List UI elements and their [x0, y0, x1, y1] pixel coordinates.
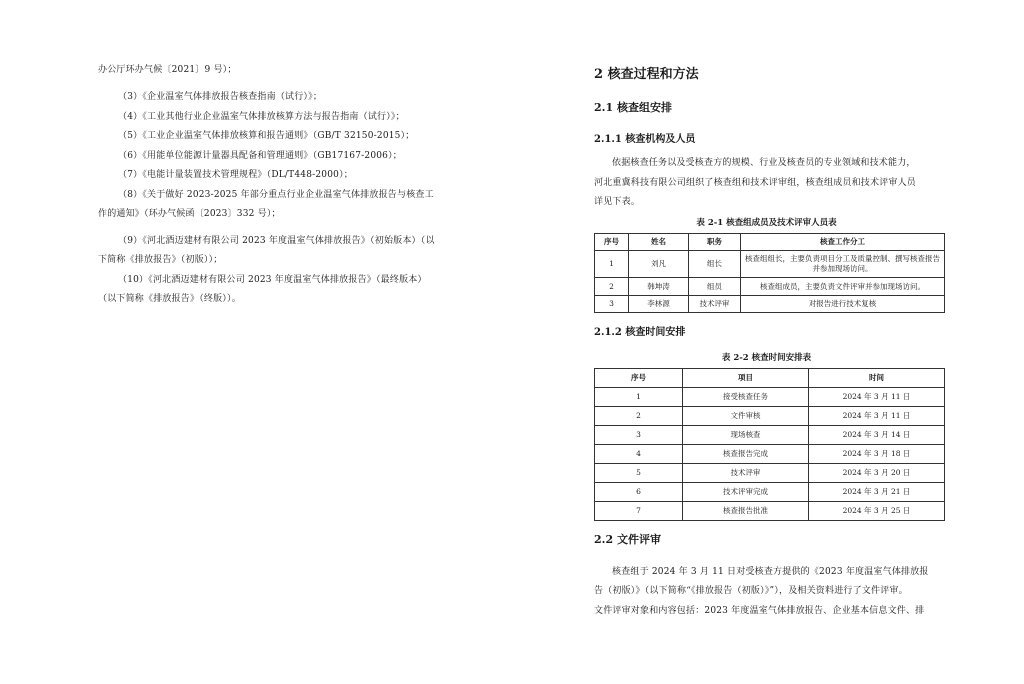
- paragraph-line: 告（初版）》（以下简称“《排放报告（初版）》”），及相关资料进行了文件评审。: [594, 586, 908, 596]
- table-cell: 1: [595, 388, 683, 407]
- table-row: [595, 445, 945, 464]
- table-row: [595, 407, 945, 426]
- reference-item-9: （9）《河北酒迈建材有限公司 2023 年度温室气体排放报告》（初始版本）（以: [118, 236, 435, 246]
- paragraph-line: 文件评审对象和内容包括：2023 年度温室气体排放报告、企业基本信息文件、排: [594, 606, 925, 616]
- header-cell: 序号: [595, 369, 683, 388]
- table-cell: 接受核查任务: [683, 388, 809, 407]
- table-row: [595, 483, 945, 502]
- table-cell: 3: [595, 426, 683, 445]
- table-cell: 李林源: [629, 296, 689, 313]
- table-cell: 2: [595, 407, 683, 426]
- table-caption: 表 2-1 核查组成员及技术评审人员表: [696, 218, 837, 228]
- staff-table: [594, 233, 945, 313]
- table-cell: 组员: [689, 278, 741, 296]
- table-cell: 技术评审完成: [683, 483, 809, 502]
- table-row: [595, 502, 945, 521]
- table-row: [595, 464, 945, 483]
- reference-line: 办公厅环办气候〔2021〕9 号）；: [98, 65, 237, 75]
- table-cell: 7: [595, 502, 683, 521]
- table-row: [595, 388, 945, 407]
- table-row: [595, 278, 945, 296]
- table-cell: 技术评审: [689, 296, 741, 313]
- table-cell: 3: [595, 296, 629, 313]
- reference-item-4: （4）《工业其他行业企业温室气体排放核算方法与报告指南（试行）》；: [118, 112, 405, 122]
- table-cell: 核查报告批准: [683, 502, 809, 521]
- table-cell: 2024 年 3 月 11 日: [809, 407, 945, 426]
- table-cell: 2024 年 3 月 18 日: [809, 445, 945, 464]
- table-cell: 4: [595, 445, 683, 464]
- table-cell: 技术评审: [683, 464, 809, 483]
- header-cell: 核查工作分工: [741, 234, 945, 251]
- reference-item-5: （5）《工业企业温室气体排放核算和报告通则》（GB/T 32150-2015）；: [118, 131, 415, 141]
- header-cell: 职务: [689, 234, 741, 251]
- schedule-table: [594, 368, 945, 521]
- header-cell: 时间: [809, 369, 945, 388]
- table-cell: 2024 年 3 月 14 日: [809, 426, 945, 445]
- table-cell: 组长: [689, 251, 741, 278]
- table-cell: 1: [595, 251, 629, 278]
- table-cell: 刘凡: [629, 251, 689, 278]
- reference-item-7: （7）《电能计量装置技术管理规程》（DL/T448-2000）；: [118, 170, 353, 180]
- reference-item-3: （3）《企业温室气体排放报告核查指南（试行）》；: [118, 92, 323, 102]
- table-cell: 现场核查: [683, 426, 809, 445]
- header-cell: 序号: [595, 234, 629, 251]
- reference-item-10-cont: （以下简称《排放报告》（终版））。: [98, 294, 241, 304]
- table-cell: 2024 年 3 月 11 日: [809, 388, 945, 407]
- table-cell: 核查组组长，主要负责项目分工及质量控制、撰写核查报告并参加现场访问。: [741, 251, 945, 278]
- table-header-row: [595, 234, 945, 251]
- paragraph-line: 依据核查任务以及受核查方的规模、行业及核查员的专业领域和技术能力，: [612, 158, 916, 168]
- table-cell: 文件审核: [683, 407, 809, 426]
- reference-item-8: （8）《关于做好 2023-2025 年部分重点行业企业温室气体排放报告与核查工: [118, 190, 434, 200]
- section-heading-2-2: 2.2 文件评审: [594, 533, 661, 546]
- table-cell: 对报告进行技术复核: [741, 296, 945, 313]
- header-cell: 姓名: [629, 234, 689, 251]
- table-cell: 韩坤涛: [629, 278, 689, 296]
- table-caption: 表 2-2 核查时间安排表: [721, 353, 812, 363]
- reference-item-9-cont: 下简称《排放报告》（初版））；: [98, 255, 223, 265]
- table-cell: 5: [595, 464, 683, 483]
- table-row: [595, 426, 945, 445]
- section-heading-2-1-1: 2.1.1 核查机构及人员: [594, 134, 696, 145]
- header-cell: 项目: [683, 369, 809, 388]
- table-cell: 6: [595, 483, 683, 502]
- reference-item-10: （10）《河北酒迈建材有限公司 2023 年度温室气体排放报告》（最终版本）: [118, 275, 427, 285]
- table-cell: 2024 年 3 月 20 日: [809, 464, 945, 483]
- section-heading-2-1: 2.1 核查组安排: [594, 101, 672, 114]
- table-cell: 核查组成员，主要负责文件评审并参加现场访问。: [741, 278, 945, 296]
- paragraph-line: 详见下表。: [594, 197, 641, 207]
- table-cell: 2024 年 3 月 21 日: [809, 483, 945, 502]
- table-cell: 核查报告完成: [683, 445, 809, 464]
- paragraph-line: 河北重冀科技有限公司组织了核查组和技术评审组，核查组成员和技术评审人员: [594, 178, 917, 188]
- table-row: [595, 296, 945, 313]
- table-cell: 2024 年 3 月 25 日: [809, 502, 945, 521]
- paragraph-line: 核查组于 2024 年 3 月 11 日对受核查方提供的《2023 年度温室气体排放报: [612, 567, 929, 577]
- right-page: [512, 0, 1024, 684]
- chapter-heading: 2 核查过程和方法: [594, 67, 699, 82]
- table-header-row: [595, 369, 945, 388]
- table-cell: 2: [595, 278, 629, 296]
- table-row: [595, 251, 945, 278]
- reference-item-8-cont: 作的通知》（环办气候函〔2023〕332 号）；: [98, 209, 281, 219]
- reference-item-6: （6）《用能单位能源计量器具配备和管理通则》（GB17167-2006）；: [118, 151, 403, 161]
- section-heading-2-1-2: 2.1.2 核查时间安排: [594, 327, 686, 338]
